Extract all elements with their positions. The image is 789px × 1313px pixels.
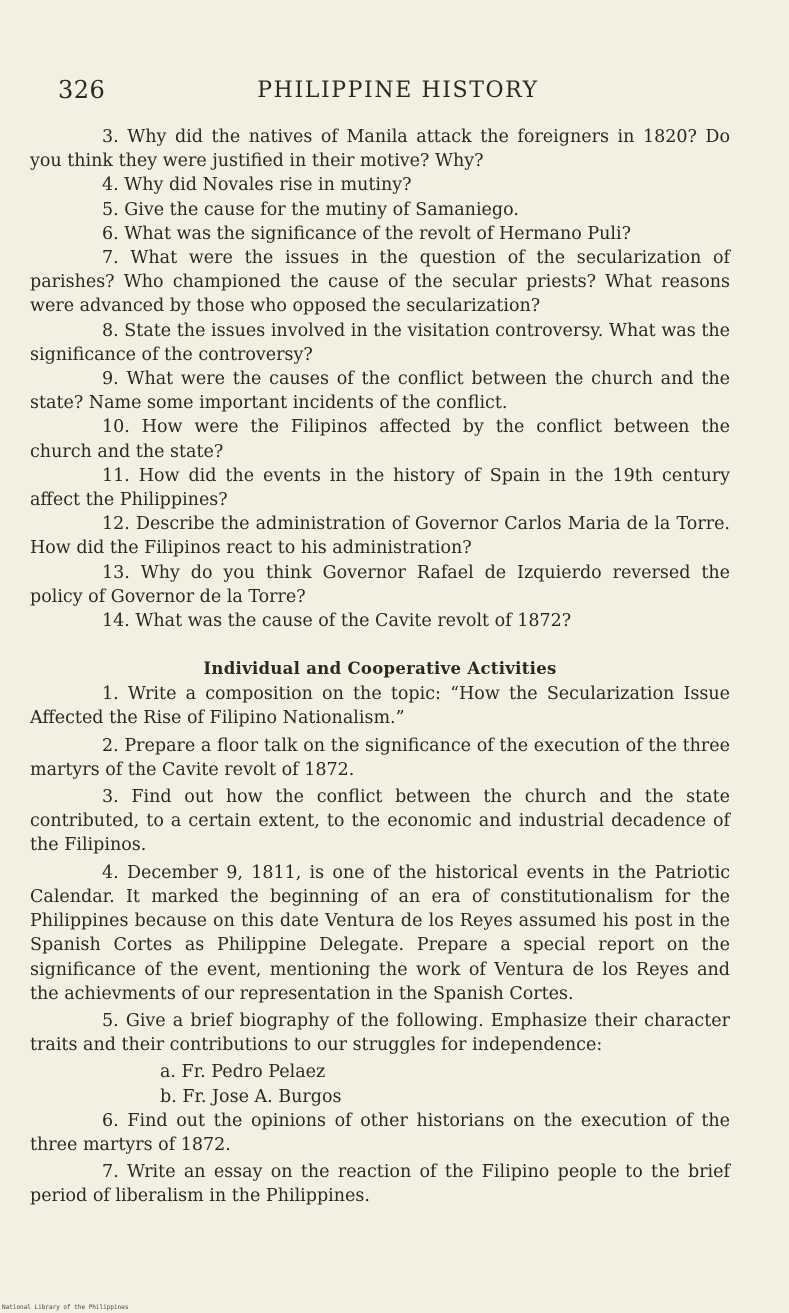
question-14: 14. What was the cause of the Cavite revolt of 1872? <box>102 611 572 632</box>
review-questions <box>30 125 730 633</box>
question-10: 10. How were the Filipinos affected by the conflict between the church and the state? <box>30 417 730 462</box>
question-5: 5. Give the cause for the mutiny of Samaniego. <box>102 199 519 220</box>
activity-1: 1. Write a composition on the topic: “How the Secularization Issue Affected the Rise of Filipino Nationalism.” <box>30 684 730 729</box>
activities-heading: Individual and Cooperative Activities <box>203 659 557 679</box>
question-13: 13. Why do you think Governor Rafael de Izquierdo reversed the policy of Governor de la Torre? <box>30 562 730 607</box>
activity-4: 4. December 9, 1811, is one of the historical events in the Patriotic Calendar. It marked the beginning of an era of constitutionalism for the Philippines because on this date Ventura de los Reyes assumed his post in the Spanish Cortes as Philippine Delegate. Prepare a special report on the significance of the event, mentioning the work of Ventura de los Reyes and the achievments of our representation in the Spanish Cortes. <box>30 862 730 1004</box>
question-4: 4. Why did Novales rise in mutiny? <box>102 175 412 196</box>
question-6: 6. What was the significance of the revolt of Hermano Puli? <box>102 223 631 244</box>
activity-5: 5. Give a brief biography of the following. Emphasize their character traits and their contributions to our struggles for independence: <box>30 1010 730 1056</box>
question-11: 11. How did the events in the history of Spain in the 19th century affect the Philippines? <box>30 465 730 511</box>
running-title: PHILIPPINE HISTORY <box>257 78 539 103</box>
activity-5-sub-b: b. Fr. Jose A. Burgos <box>160 1086 342 1107</box>
page-body <box>30 125 730 1212</box>
activity-6: 6. Find out the opinions of other historians on the execution of the three martyrs of 1872. <box>30 1110 730 1155</box>
page-header <box>58 76 738 110</box>
activity-7: 7. Write an essay on the reaction of the Filipino people to the brief period of liberalism in the Philippines. <box>30 1162 730 1207</box>
question-7: 7. What were the issues in the question of the secularization of parishes? Who championed the cause of the secular priests? What reasons were advanced by those who opposed the secularization? <box>30 248 730 317</box>
activity-5-sub-a: a. Fr. Pedro Pelaez <box>160 1062 326 1083</box>
activities-list <box>30 682 730 1208</box>
page-number: 326 <box>58 76 106 104</box>
question-3: 3. Why did the natives of Manila attack the foreigners in 1820? Do you think they were justified in their motive? Why? <box>30 127 730 172</box>
question-9: 9. What were the causes of the conflict between the church and the state? Name some important incidents of the conflict. <box>30 369 730 414</box>
activity-3: 3. Find out how the conflict between the church and the state contributed, to a certain extent, to the economic and industrial decadence of the Filipinos. <box>30 787 730 856</box>
question-12: 12. Describe the administration of Governor Carlos Maria de la Torre. How did the Filipinos react to his administration? <box>30 514 730 559</box>
library-credit: National Library of the Philippines <box>2 1304 129 1311</box>
activity-2: 2. Prepare a floor talk on the significance of the execution of the three martyrs of the Cavite revolt of 1872. <box>30 735 730 780</box>
question-8: 8. State the issues involved in the visitation controversy. What was the significance of the controversy? <box>30 320 730 365</box>
